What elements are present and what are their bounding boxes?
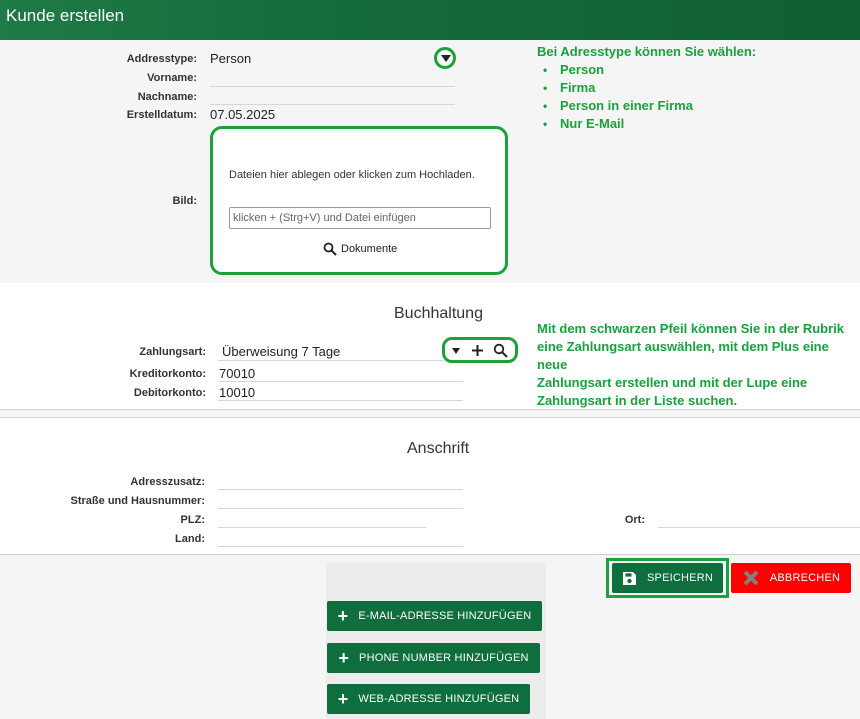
zahlungsart-underline bbox=[218, 360, 444, 361]
zahlungsart-actions bbox=[442, 337, 518, 363]
list-item: • Firma bbox=[537, 79, 837, 97]
vorname-field[interactable] bbox=[210, 70, 455, 86]
search-icon[interactable] bbox=[493, 343, 508, 358]
nachname-field[interactable] bbox=[210, 89, 455, 105]
debitorkonto-label: Debitorkonto: bbox=[133, 387, 206, 399]
addresstype-label: Addresstype: bbox=[126, 53, 197, 65]
plus-icon: + bbox=[338, 648, 350, 668]
note-heading: Bei Adresstype können Sie wählen: bbox=[537, 44, 757, 59]
add-web-button[interactable] bbox=[327, 684, 530, 714]
erstelldatum-field[interactable]: 07.05.2025 bbox=[210, 107, 276, 122]
vorname-underline bbox=[210, 86, 455, 87]
list-item: • Person in einer Firma bbox=[537, 97, 837, 115]
ort-field[interactable] bbox=[658, 527, 860, 528]
plus-icon: + bbox=[337, 689, 349, 709]
documents-button[interactable] bbox=[323, 242, 397, 256]
save-label: SPEICHERN bbox=[647, 572, 713, 584]
paste-file-input[interactable] bbox=[229, 207, 491, 229]
ort-label: Ort: bbox=[624, 514, 645, 526]
list-item: • Person bbox=[537, 61, 837, 79]
strasse-label: Straße und Hausnummer: bbox=[70, 495, 205, 507]
adresszusatz-label: Adresszusatz: bbox=[130, 476, 205, 488]
buchhaltung-title: Buchhaltung bbox=[394, 305, 483, 322]
debitorkonto-underline bbox=[218, 400, 463, 401]
erstelldatum-label: Erstelldatum: bbox=[126, 109, 197, 121]
add-web-label: WEB-ADRESSE HINZUFÜGEN bbox=[358, 693, 520, 705]
addresstype-help-note bbox=[537, 43, 837, 133]
dropzone-text: Dateien hier ablegen oder klicken zum Hochladen. bbox=[229, 169, 475, 181]
adresszusatz-field[interactable] bbox=[218, 489, 463, 490]
bild-label: Bild: bbox=[172, 195, 197, 207]
nachname-underline bbox=[210, 104, 455, 105]
note-line: Zahlungsart erstellen und mit der Lupe eine bbox=[537, 375, 808, 390]
debitorkonto-field[interactable]: 10010 bbox=[219, 385, 256, 400]
plz-label: PLZ: bbox=[180, 514, 205, 526]
addresstype-select[interactable]: Person bbox=[210, 51, 252, 66]
kreditorkonto-label: Kreditorkonto: bbox=[129, 368, 206, 380]
title-bar bbox=[0, 0, 860, 40]
nachname-label: Nachname: bbox=[137, 91, 197, 103]
chevron-down-icon bbox=[441, 55, 451, 62]
vorname-label: Vorname: bbox=[147, 72, 197, 84]
image-dropzone[interactable] bbox=[210, 126, 508, 275]
cancel-button[interactable] bbox=[731, 563, 851, 593]
land-label: Land: bbox=[175, 533, 205, 545]
addresstype-options-list bbox=[537, 61, 837, 133]
add-email-label: E-MAIL-ADRESSE HINZUFÜGEN bbox=[358, 610, 532, 622]
kreditorkonto-underline bbox=[218, 381, 463, 382]
plz-field[interactable] bbox=[218, 527, 426, 528]
chevron-down-icon[interactable] bbox=[451, 347, 461, 355]
search-icon bbox=[323, 242, 337, 256]
save-button[interactable] bbox=[612, 563, 723, 593]
anschrift-title: Anschrift bbox=[407, 440, 470, 457]
close-icon bbox=[742, 569, 760, 587]
addresstype-dropdown-button[interactable] bbox=[434, 47, 456, 69]
cancel-label: ABBRECHEN bbox=[769, 572, 841, 584]
plus-icon[interactable] bbox=[471, 344, 484, 357]
add-email-button[interactable] bbox=[327, 601, 542, 631]
kreditorkonto-field[interactable]: 70010 bbox=[219, 366, 256, 381]
note-line: eine Zahlungsart auswählen, mit dem Plus eine neue bbox=[537, 339, 829, 372]
floppy-disk-icon bbox=[622, 571, 637, 586]
land-field[interactable] bbox=[218, 546, 463, 547]
add-phone-button[interactable] bbox=[327, 643, 540, 673]
list-item: • Nur E-Mail bbox=[537, 115, 837, 133]
add-phone-label: PHONE NUMBER HINZUFÜGEN bbox=[359, 652, 529, 664]
zahlungsart-label: Zahlungsart: bbox=[139, 346, 206, 358]
zahlungsart-select[interactable]: Überweisung 7 Tage bbox=[222, 344, 341, 359]
documents-label: Dokumente bbox=[341, 243, 398, 255]
zahlungsart-help-note bbox=[537, 320, 860, 410]
plus-icon: + bbox=[337, 606, 349, 626]
window-title: Kunde erstellen bbox=[6, 6, 125, 25]
note-line: Mit dem schwarzen Pfeil können Sie in der Rubrik bbox=[537, 321, 845, 336]
strasse-field[interactable] bbox=[218, 508, 463, 509]
note-line: Zahlungsart in der Liste suchen. bbox=[537, 393, 738, 408]
